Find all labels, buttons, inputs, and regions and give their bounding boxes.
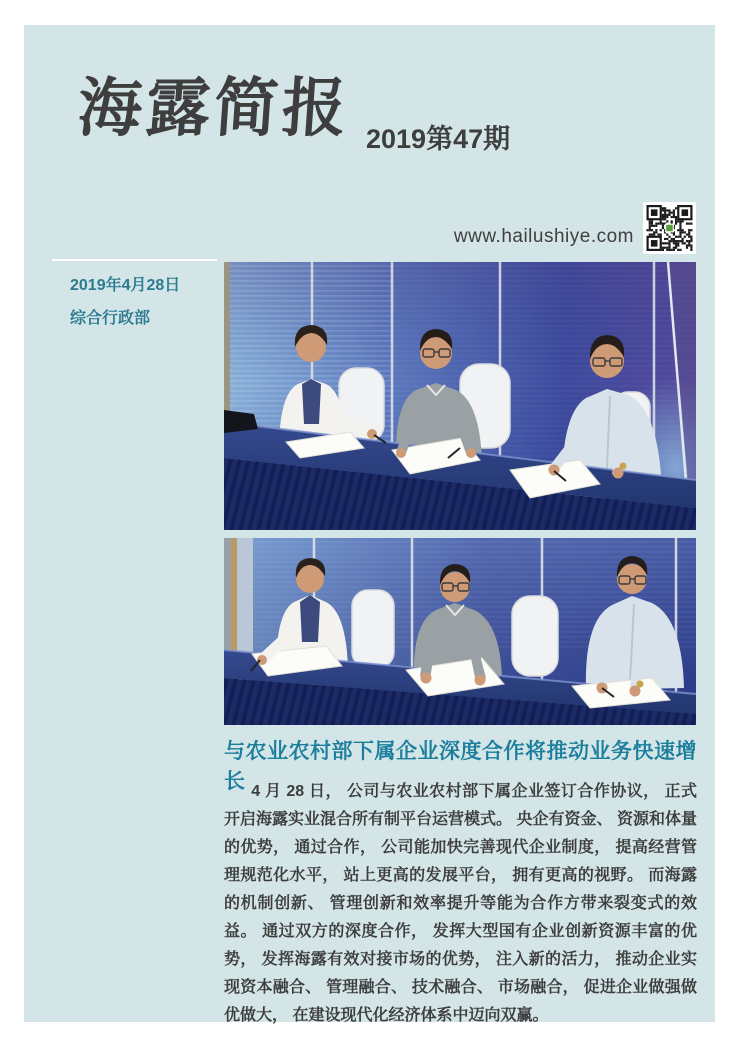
issue-number: 2019第47期 bbox=[366, 124, 511, 154]
signing-photo-wide bbox=[224, 262, 696, 530]
website-url: www.hailushiye.com bbox=[453, 226, 634, 247]
newsletter-title: 海露简报 bbox=[75, 72, 353, 144]
qr-code bbox=[643, 202, 696, 254]
article-body: 4 月 28 日， 公司与农业农村部下属企业签订合作协议， 正式开启海露实业混合所有制平台运营模式。 央企有资金、 资源和体量的优势， 通过合作， 公司能加快完善现代企业制度， 提高经营管理规范化水平， 站上更高的发展平台， 拥有更高的视野。 而海露的机制创新、 管理创新和效率提升等能为合作方带来裂变式的效益。 通过双方的深度合作， 发挥大型国有企业创新资源丰富的优势， 发挥海露有效对接市场的优势， 注入新的活力， 推动企业实现资本融合、 管理融合、 技术融合、 市场融合， 促进企业做强做优做大， 在建设现代化经济体系中迈向双赢。 bbox=[224, 783, 697, 1024]
qr-center-logo bbox=[666, 225, 673, 232]
signing-photo-close-graphic bbox=[224, 538, 696, 725]
sidebar-divider bbox=[52, 259, 217, 261]
qr-code-icon bbox=[646, 205, 693, 251]
signing-photo-close bbox=[224, 538, 696, 725]
page-sheet bbox=[24, 25, 715, 1022]
sidebar-date: 2019年4月28日 bbox=[70, 277, 181, 294]
article-headline: 与农业农村部下属企业深度合作将推动业务快速增长 bbox=[224, 740, 697, 793]
sidebar-department: 综合行政部 bbox=[70, 310, 151, 327]
signing-photo-wide-graphic bbox=[224, 262, 696, 530]
